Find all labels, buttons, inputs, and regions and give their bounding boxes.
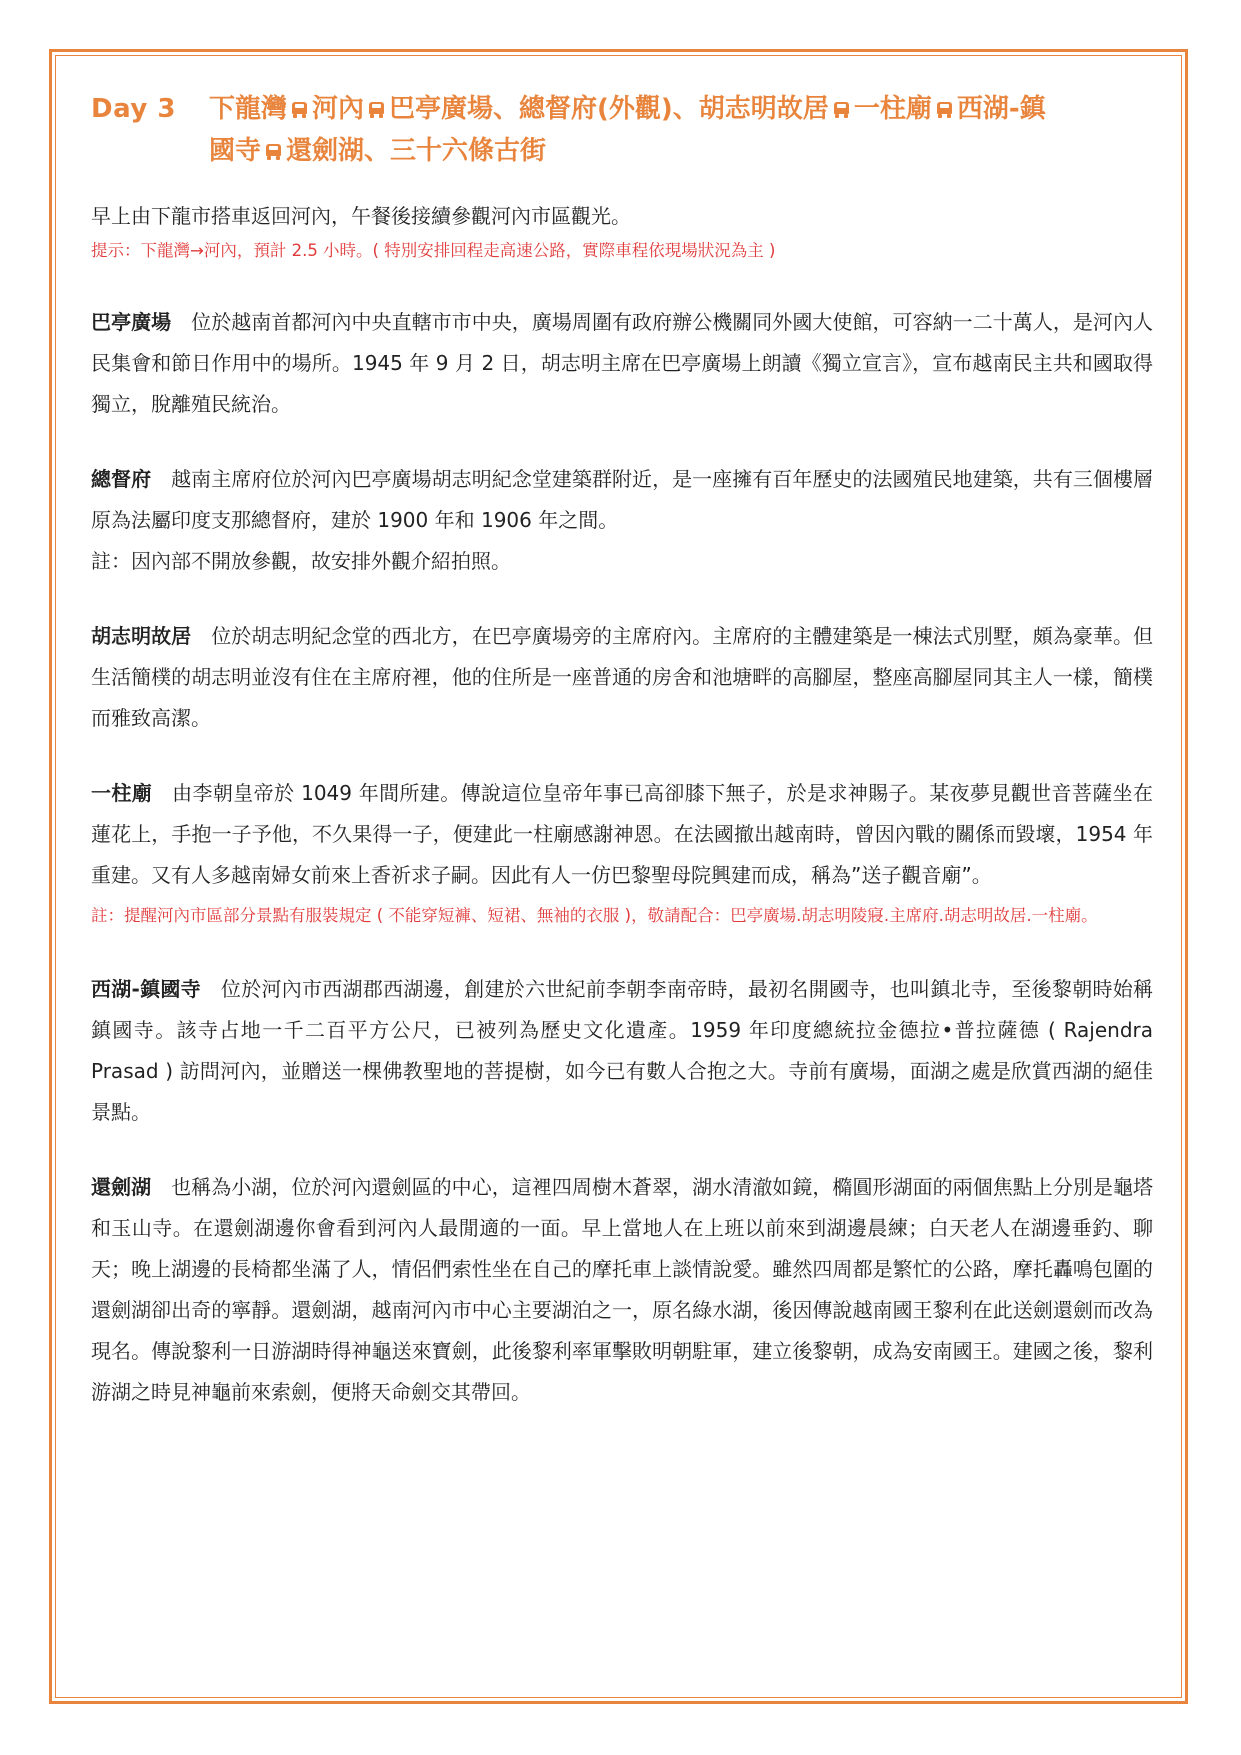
section-heading: 總督府: [91, 467, 152, 491]
route-stop: 一柱廟: [853, 94, 932, 124]
section-ho-chi-minh-house: [91, 616, 1153, 739]
route-stop: 下龍灣: [209, 94, 288, 124]
day-label: Day 3: [91, 94, 176, 124]
route-stop: 國寺: [209, 136, 262, 166]
section-one-pillar-pagoda: [91, 773, 1153, 935]
itinerary-content: [91, 88, 1153, 1413]
section-text: 越南主席府位於河內巴亭廣場胡志明紀念堂建築群附近，是一座擁有百年歷史的法國殖民地建築，共有三個樓層原為法屬印度支那總督府，建於 1900 年和 1906 年之間。: [91, 467, 1154, 532]
section-note: 註：因內部不開放參觀，故安排外觀介紹拍照。: [91, 549, 511, 573]
bus-icon: [937, 102, 952, 118]
route-stop: 河內: [312, 94, 365, 124]
travel-tip: 提示：下龍灣→河內，預計 2.5 小時。( 特別安排回程走高速公路，實際車程依現場狀況為主 ): [91, 241, 776, 260]
section-heading: 西湖-鎮國寺: [91, 977, 201, 1001]
bus-icon: [266, 144, 281, 160]
bus-icon: [369, 102, 384, 118]
route-stop: 巴亭廣場、總督府(外觀)、胡志明故居: [389, 94, 829, 124]
section-text: 由李朝皇帝於 1049 年間所建。傳說這位皇帝年事已高卻膝下無子，於是求神賜子。某夜夢見觀世音菩薩坐在蓮花上，手抱一子予他，不久果得一子，便建此一柱廟感謝神恩。在法國撤出越南時，曾因內戰的關係而毀壞，1954 年重建。又有人多越南婦女前來上香祈求子嗣。因此有人一仿巴黎聖母院興建而成，稱為”送子觀音廟”。: [91, 781, 1153, 887]
bus-icon: [834, 102, 849, 118]
day-title: [91, 88, 1153, 172]
section-heading: 一柱廟: [91, 781, 153, 805]
intro-block: [91, 198, 1153, 268]
intro-text: 早上由下龍市搭車返回河內，午餐後接續參觀河內市區觀光。: [91, 204, 631, 228]
section-governor-palace: [91, 459, 1153, 582]
bus-icon: [292, 102, 307, 118]
route-stop: 西湖-鎮: [956, 94, 1046, 124]
section-heading: 還劍湖: [91, 1175, 152, 1199]
section-ba-dinh-square: [91, 302, 1153, 425]
route-stop: 還劍湖、三十六條古街: [286, 136, 547, 166]
section-heading: 胡志明故居: [91, 624, 192, 648]
section-text: 也稱為小湖，位於河內還劍區的中心，這裡四周樹木蒼翠，湖水清澈如鏡，橢圓形湖面的兩個焦點上分別是龜塔和玉山寺。在還劍湖邊你會看到河內人最閒適的一面。早上當地人在上班以前來到湖邊晨練；白天老人在湖邊垂釣、聊天；晚上湖邊的長椅都坐滿了人，情侶們索性坐在自己的摩托車上談情說愛。雖然四周都是繁忙的公路，摩托轟鳴包圍的還劍湖卻出奇的寧靜。還劍湖，越南河內市中心主要湖泊之一，原名綠水湖，後因傳說越南國王黎利在此送劍還劍而改為現名。傳說黎利一日游湖時得神龜送來寶劍，此後黎利率軍擊敗明朝駐軍，建立後黎朝，成為安南國王。建國之後，黎利游湖之時見神龜前來索劍，便將天命劍交其帶回。: [91, 1175, 1154, 1404]
section-hoan-kiem-lake: [91, 1167, 1153, 1413]
section-tran-quoc-pagoda: [91, 969, 1153, 1133]
day-route: [209, 88, 1153, 172]
section-text: 位於河內市西湖郡西湖邊，創建於六世紀前李朝李南帝時，最初名開國寺，也叫鎮北寺，至後黎朝時始稱鎮國寺。該寺占地一千二百平方公尺，已被列為歷史文化遺產。1959 年印度總統拉金德拉•普拉薩德 ( Rajendra Prasad ) 訪問河內，並贈送一棵佛教聖地的菩提樹，如今已有數人合抱之大。寺前有廣場，面湖之處是欣賞西湖的絕佳景點。: [91, 977, 1153, 1124]
section-text: 位於胡志明紀念堂的西北方，在巴亭廣場旁的主席府內。主席府的主體建築是一棟法式別墅，頗為豪華。但生活簡樸的胡志明並沒有住在主席府裡，他的住所是一座普通的房舍和池塘畔的高腳屋，整座高腳屋同其主人一樣，簡樸而雅致高潔。: [91, 624, 1154, 730]
section-text: 位於越南首都河內中央直轄市市中央，廣場周圍有政府辦公機關同外國大使館，可容納一二十萬人，是河內人民集會和節日作用中的場所。1945 年 9 月 2 日，胡志明主席在巴亭廣場上朗讀《獨立宣言》，宣布越南民主共和國取得獨立，脫離殖民統治。: [91, 310, 1154, 416]
dress-code-note: 註：提醒河內市區部分景點有服裝規定 ( 不能穿短褲、短裙、無袖的衣服 )，敬請配合：巴亭廣場.胡志明陵寢.主席府.胡志明故居.一柱廟。: [91, 906, 1098, 925]
section-heading: 巴亭廣場: [91, 310, 172, 334]
